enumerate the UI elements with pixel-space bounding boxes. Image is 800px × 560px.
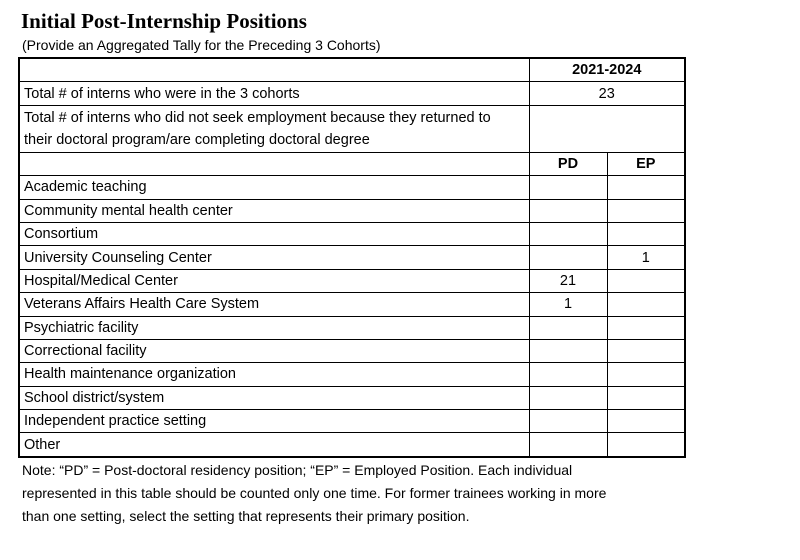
ep-cell	[607, 199, 685, 222]
col-pd-header: PD	[529, 152, 607, 175]
pd-cell: 1	[529, 293, 607, 316]
ep-cell	[607, 433, 685, 457]
not-seeking-label	[19, 105, 529, 152]
total-interns-label: Total # of interns who were in the 3 cohorts	[19, 82, 529, 105]
table-row	[19, 246, 685, 269]
table-row	[19, 316, 685, 339]
setting-label: Other	[19, 433, 529, 457]
page-subtitle: (Provide an Aggregated Tally for the Preceding 3 Cohorts)	[22, 37, 381, 53]
total-interns-row	[19, 82, 685, 105]
pd-cell: 21	[529, 269, 607, 292]
page-title: Initial Post-Internship Positions	[21, 9, 307, 33]
setting-label: Community mental health center	[19, 199, 529, 222]
not-seeking-value	[529, 105, 685, 152]
period-header: 2021-2024	[529, 58, 685, 82]
pd-cell	[529, 363, 607, 386]
not-seeking-row	[19, 105, 685, 152]
footnote-line1: Note: “PD” = Post-doctoral residency position; “EP” = Employed Position. Each individual	[22, 462, 573, 478]
ep-cell	[607, 363, 685, 386]
setting-label: Independent practice setting	[19, 410, 529, 433]
total-interns-value: 23	[529, 82, 685, 105]
setting-label: Hospital/Medical Center	[19, 269, 529, 292]
ep-cell	[607, 410, 685, 433]
not-seeking-label-line1: Total # of interns who did not seek employment because they returned to	[24, 109, 491, 126]
pd-cell	[529, 246, 607, 269]
footnote	[22, 459, 682, 528]
table-row	[19, 293, 685, 316]
table-row	[19, 386, 685, 409]
header-row	[19, 58, 685, 82]
pd-cell	[529, 222, 607, 245]
col-ep-header: EP	[607, 152, 685, 175]
table-row	[19, 222, 685, 245]
positions-table	[18, 57, 686, 458]
table-row	[19, 176, 685, 199]
pd-cell	[529, 316, 607, 339]
footnote-line3: than one setting, select the setting that represents their primary position.	[22, 508, 470, 524]
table-row	[19, 433, 685, 457]
pd-cell	[529, 199, 607, 222]
pd-cell	[529, 433, 607, 457]
setting-label: School district/system	[19, 386, 529, 409]
setting-label: Correctional facility	[19, 339, 529, 362]
setting-label: Consortium	[19, 222, 529, 245]
setting-label: Veterans Affairs Health Care System	[19, 293, 529, 316]
ep-cell: 1	[607, 246, 685, 269]
table-row	[19, 410, 685, 433]
ep-cell	[607, 269, 685, 292]
setting-label: Psychiatric facility	[19, 316, 529, 339]
subheader-blank-cell	[19, 152, 529, 175]
ep-cell	[607, 386, 685, 409]
table-row	[19, 339, 685, 362]
setting-label: University Counseling Center	[19, 246, 529, 269]
ep-cell	[607, 339, 685, 362]
pd-cell	[529, 410, 607, 433]
ep-cell	[607, 316, 685, 339]
pd-cell	[529, 176, 607, 199]
ep-cell	[607, 293, 685, 316]
subheader-row	[19, 152, 685, 175]
pd-cell	[529, 339, 607, 362]
setting-label: Health maintenance organization	[19, 363, 529, 386]
not-seeking-label-line2: their doctoral program/are completing doctoral degree	[24, 131, 370, 148]
header-blank-cell	[19, 58, 529, 82]
setting-label: Academic teaching	[19, 176, 529, 199]
table-row	[19, 363, 685, 386]
table-row	[19, 199, 685, 222]
pd-cell	[529, 386, 607, 409]
table-row	[19, 269, 685, 292]
ep-cell	[607, 222, 685, 245]
footnote-line2: represented in this table should be counted only one time. For former trainees working in more	[22, 485, 607, 501]
ep-cell	[607, 176, 685, 199]
